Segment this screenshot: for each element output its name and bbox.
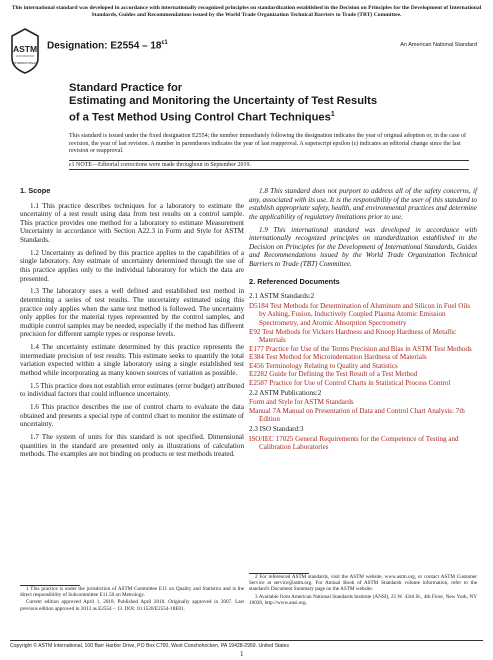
reference-code[interactable]: E2282	[249, 370, 268, 379]
reference-title[interactable]: Practice for Use of the Terms Precision and Bias in ASTM Test Methods	[263, 344, 472, 353]
reference-item[interactable]	[249, 345, 477, 354]
referenced-documents-heading: 2. Referenced Documents	[249, 276, 340, 286]
reference-title[interactable]: Guide for Defining the Test Result of a Test Method	[267, 370, 418, 379]
reference-code[interactable]: ISO/IEC 17025	[249, 434, 294, 443]
paragraph-1-6: 1.6 This practice describes the use of control charts to evaluate the data obtained and presents a special type of control chart to monitor the estimate of uncertainty.	[20, 403, 244, 429]
astm-standards-list	[249, 302, 477, 388]
title-footnote-mark[interactable]: 1	[330, 111, 335, 118]
reference-item[interactable]	[249, 435, 477, 452]
reference-title[interactable]: Terminology Relating to Quality and Statistics	[263, 361, 398, 370]
reference-title[interactable]: General Requirements for the Competence of Testing and Calibration Laboratories	[259, 434, 459, 452]
scope-heading: 1. Scope	[20, 186, 51, 195]
footnotes-right	[249, 573, 477, 608]
footnote-3: 3 Available from American National Standards Institute (ANSI), 25 W. 43rd St., 4th Floor, New York, NY 10036, http://www.ansi.org.	[249, 593, 477, 607]
title-line-2: Estimating and Monitoring the Uncertainty of Test Results	[69, 95, 378, 107]
reference-title[interactable]: Form and Style for ASTM Standards	[249, 398, 354, 407]
reference-item[interactable]	[249, 407, 477, 424]
reference-item[interactable]	[249, 328, 477, 345]
paragraph-1-7: 1.7 The system of units for this standard is not specified. Dimensional quantities in the standard are presented only as illustrations of calculation methods. The examples are not binding on products or test methods treated.	[20, 432, 244, 459]
reference-code[interactable]: E177	[249, 344, 264, 353]
designation-label: Designation: E2554 – 18	[47, 40, 162, 52]
reference-code[interactable]: E384	[249, 353, 264, 362]
astm-publications-subheading: 2.2 ASTM Publications:2	[249, 388, 322, 397]
reference-item[interactable]	[249, 353, 477, 362]
svg-text:INTERNATIONAL: INTERNATIONAL	[13, 61, 37, 65]
left-column	[20, 187, 244, 463]
title-line-3: of a Test Method Using Control Chart Techniques$^1$	[69, 111, 335, 124]
reference-title[interactable]: Test Methods for Vickers Hardness and Knoop Hardness of Metallic Materials	[259, 327, 457, 345]
footnote-1-edition: Current edition approved April 1, 2018. Published April 2018. Originally approved in 2007. Last previous edition approved in 2013 as E2554 – 13. DOI: 10.1520/E2554-18E01.	[20, 599, 244, 612]
paragraph-1-2: 1.2 Uncertainty as defined by this practice applies to the capabilities of a single laboratory. Any estimate of uncertainty determined through the use of this practice applies only to the individual laboratory for which the data are presented.	[20, 248, 244, 283]
reference-code[interactable]: D5184	[249, 301, 269, 310]
footnote-2: 2 For referenced ASTM standards, visit the ASTM website, www.astm.org, or contact ASTM Customer Service at service@astm.org. For Annual Book of ASTM Standards volume information, refer to the standard's Document Summary page on the ASTM website.	[249, 573, 477, 593]
reference-item[interactable]	[249, 362, 477, 371]
reference-code[interactable]: E456	[249, 361, 264, 370]
reference-title[interactable]: Test Methods for Determination of Aluminum and Silicon in Fuel Oils by Ashing, Fusion, Inductively Coupled Plasma Atomic Emission Spectrometry, and Atomic Absorption Spectrometry	[259, 301, 471, 327]
reference-code[interactable]: Manual 7A	[249, 406, 281, 415]
reference-item[interactable]	[249, 398, 477, 407]
reference-code[interactable]: E2587	[249, 379, 268, 388]
paragraph-1-9: 1.9 This international standard was developed in accordance with internationally recognized principles on standardization established in the Decision on Principles for the Development of International Standards, Guides and Recommendations issued by the World Trade Organization Technical Barriers to Trade (TBT) Committee.	[249, 225, 477, 268]
footnote-1: 1 This practice is under the jurisdiction of ASTM Committee E11 on Quality and Statistics and is the direct responsibility of Subcommittee E11.50 on Metrology.	[20, 585, 244, 598]
reference-code[interactable]: E92	[249, 327, 261, 336]
svg-text:ASTM: ASTM	[12, 44, 38, 54]
designation-superscript: ε1	[161, 40, 168, 46]
copyright-footer: Copyright © ASTM International, 100 Barr Harbor Drive, PO Box C700, West Conshohocken, PA 19428-2959. United States	[10, 640, 483, 649]
reference-title[interactable]: Test Method for Microindentation Hardness of Materials	[263, 353, 427, 362]
reference-title[interactable]: Manual on Presentation of Data and Control Chart Analysis: 7th Edition	[259, 406, 465, 424]
page-number: 1	[240, 650, 244, 658]
editorial-note: ε1 NOTE—Editorial corrections were made throughout in September 2019.	[69, 160, 469, 170]
right-column	[249, 187, 477, 452]
ans-label: An American National Standard	[400, 42, 477, 48]
iso-standard-subheading: 2.3 ISO Standard:3	[249, 425, 304, 434]
paragraph-1-5: 1.5 This practice does not establish error estimates (error budget) attributed to individual factors that could influence uncertainty.	[20, 381, 244, 399]
tbt-notice: This international standard was developed in accordance with internationally recognized principles on standardization established in the Decision on Principles for the Development of International Standards, Guides and Recommendations issued by the World Trade Organization Technical Barriers to Trade (TBT) Committee.	[11, 5, 482, 18]
astm-standards-subheading: 2.1 ASTM Standards:2	[249, 292, 315, 301]
standard-note: This standard is issued under the fixed designation E2554; the number immediately following the designation indicates the year of original adoption or, in the case of revision, the year of last revision. A number in parentheses indicates the year of last reapproval. A superscript epsilon (ε) indicates an editorial change since the last revision or reapproval.	[69, 133, 466, 155]
reference-item[interactable]	[249, 302, 477, 328]
astm-logo	[10, 28, 40, 74]
paragraph-1-8: 1.8 This standard does not purport to address all of the safety concerns, if any, associated with its use. It is the responsibility of the user of this standard to establish appropriate safety, health, and environmental practices and determine the applicability of regulatory limitations prior to use.	[249, 187, 477, 221]
astm-publications-list	[249, 398, 477, 424]
page-title	[69, 82, 469, 125]
reference-item[interactable]	[249, 370, 477, 379]
paragraph-1-4: 1.4 The uncertainty estimate determined by this practice represents the intermediate precision of test results. This estimate seeks to quantify the total variation expected within a single laboratory using a single established test method while incorporating as many known sources of variation as possible.	[20, 343, 244, 377]
reference-item[interactable]	[249, 379, 477, 388]
designation	[47, 40, 168, 51]
reference-title[interactable]: Practice for Use of Control Charts in Statistical Process Control	[267, 379, 451, 388]
paragraph-1-3: 1.3 The laboratory uses a well defined and established test method in determining a series of test results. The uncertainty estimated using this practice only applies when the same test method is followed. The uncertainty only applies for the material types represented by the control samples, and multiple control samples may be needed, especially if the method has different precision for different sample types or response levels.	[20, 287, 244, 339]
iso-standard-list	[249, 435, 477, 452]
paragraph-1-1: 1.1 This practice describes techniques for a laboratory to estimate the uncertainty of a test result using data from test results on a control sample. This practice provides one method for a laboratory to estimate Measurement Uncertainty in accordance with Section A22.3 in Form and Style for ASTM Standards.	[20, 201, 244, 244]
title-line-1: Standard Practice for	[69, 82, 183, 94]
footnotes-left	[20, 585, 244, 613]
